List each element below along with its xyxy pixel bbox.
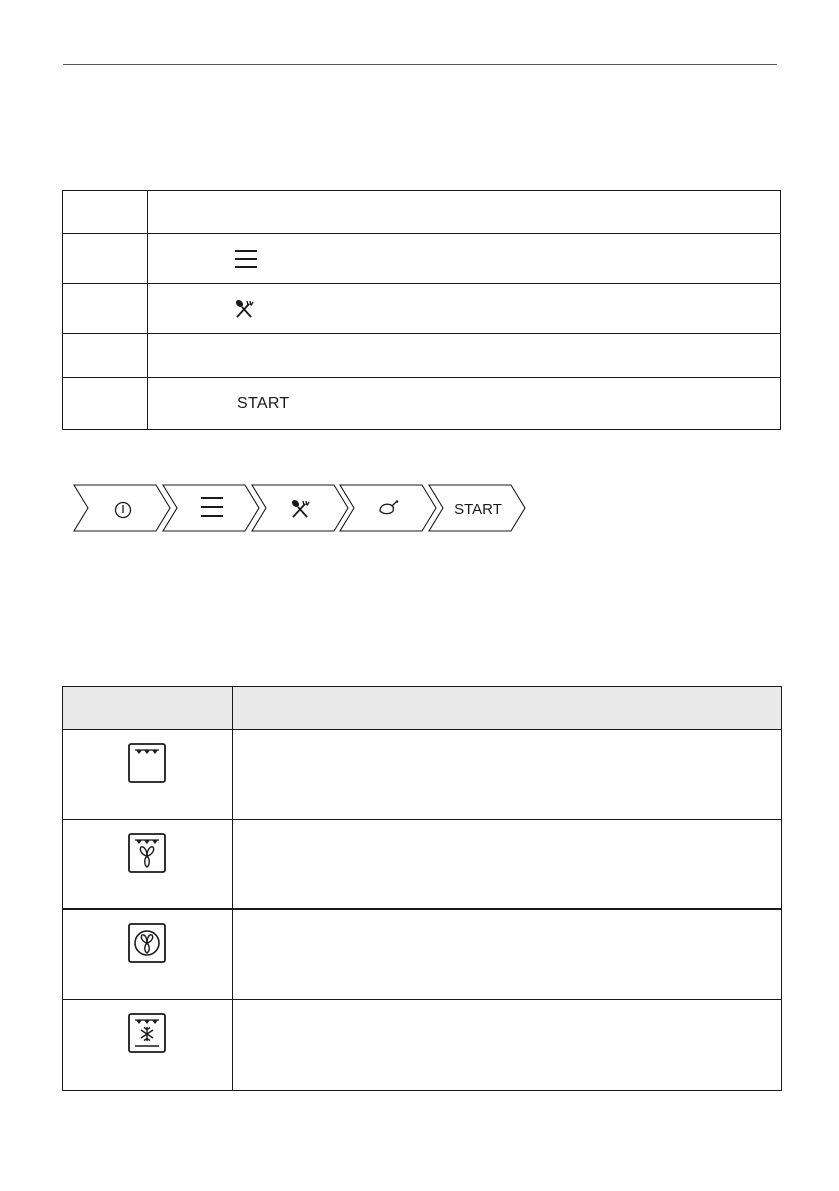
function-row-defrost [63, 1000, 781, 1090]
defrost-icon [127, 1012, 167, 1054]
step-description-cell [148, 234, 780, 283]
step-description-cell [148, 284, 780, 333]
description-cell [233, 730, 781, 819]
step-number-cell [63, 334, 148, 377]
function-row-top-heat [63, 730, 781, 820]
top-heat-icon [127, 742, 167, 784]
top-heat-fan-icon [127, 832, 167, 874]
sequence-step-power [74, 485, 170, 531]
symbol-cell [63, 1000, 233, 1090]
sequence-start-label: START [454, 501, 502, 518]
header-symbol-cell [63, 687, 233, 729]
step-row-3 [63, 284, 780, 334]
start-label: START [237, 394, 290, 412]
menu-icon [234, 249, 258, 269]
functions-table [62, 686, 782, 1091]
step-number-cell [63, 284, 148, 333]
step-row-4 [63, 334, 780, 378]
step-number-cell [63, 191, 148, 233]
symbol-cell [63, 820, 233, 908]
header-description-cell [233, 687, 781, 729]
step-row-5 [63, 378, 780, 429]
step-description-cell [148, 334, 780, 377]
function-row-fan [63, 910, 781, 1000]
step-number-cell [63, 234, 148, 283]
header-rule [63, 64, 777, 65]
button-sequence [72, 484, 532, 532]
step-description-cell [148, 378, 780, 429]
symbol-cell [63, 730, 233, 819]
fan-icon [127, 922, 167, 964]
description-cell [233, 820, 781, 908]
functions-table-header [63, 687, 781, 730]
step-row-2 [63, 234, 780, 284]
description-cell [233, 1000, 781, 1090]
steps-table [62, 190, 781, 430]
step-row-1 [63, 191, 780, 234]
symbol-cell [63, 910, 233, 999]
function-row-top-heat-fan [63, 820, 781, 910]
cutlery-icon [234, 299, 254, 319]
description-cell [233, 910, 781, 999]
step-number-cell [63, 378, 148, 429]
sequence-step-chicken [340, 485, 436, 531]
step-description-cell [148, 191, 780, 233]
